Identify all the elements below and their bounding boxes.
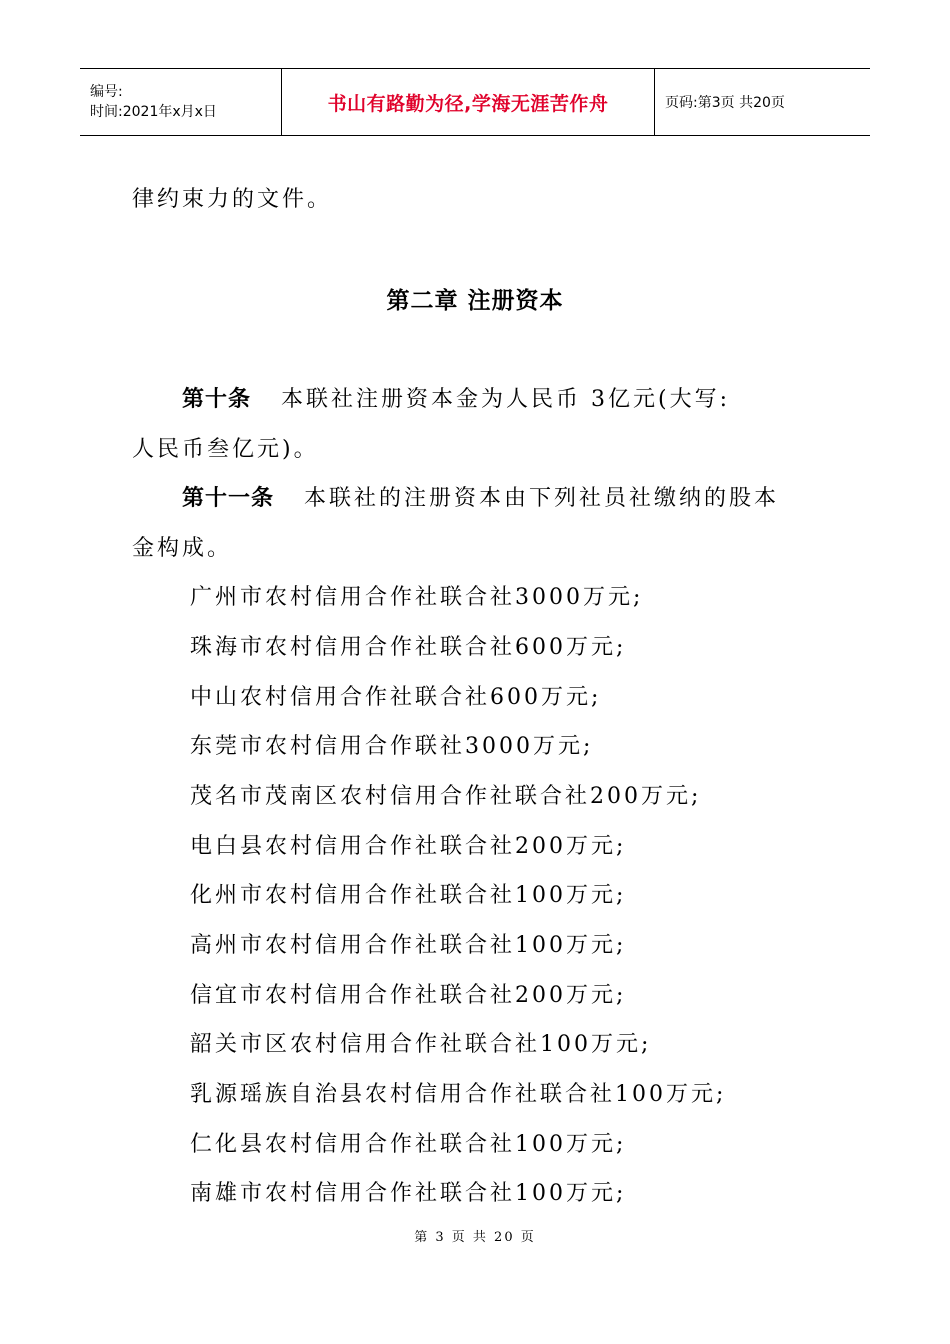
header-page-info: 页码:第3页 共20页 xyxy=(665,95,785,111)
article-10-number: 第十条 xyxy=(182,387,252,412)
member-item: 乳源瑶族自治县农村信用合作社联合社100万元; xyxy=(190,1082,727,1107)
member-item: 南雄市农村信用合作社联合社100万元; xyxy=(190,1181,627,1206)
page-footer: 第 3 页 共 20 页 xyxy=(414,1230,536,1245)
document-time-label: 时间:2021年x月x日 xyxy=(90,104,217,120)
header-middle-cell xyxy=(281,69,655,135)
member-item: 化州市农村信用合作社联合社100万元; xyxy=(190,883,627,908)
member-item: 广州市农村信用合作社联合社3000万元; xyxy=(190,585,644,610)
member-item: 信宜市农村信用合作社联合社200万元; xyxy=(190,983,627,1008)
member-item: 韶关市区农村信用合作社联合社100万元; xyxy=(190,1032,652,1057)
article-10-text-1: 本联社注册资本金为人民币 3亿元(大写: xyxy=(281,387,731,412)
page-header xyxy=(80,68,870,136)
member-item: 东莞市农村信用合作联社3000万元; xyxy=(190,734,594,759)
chapter-title: 第二章 注册资本 xyxy=(386,288,564,314)
member-item: 电白县农村信用合作社联合社200万元; xyxy=(190,834,627,859)
article-10-line-1 xyxy=(182,382,730,413)
article-11-text-1: 本联社的注册资本由下列社员社缴纳的股本 xyxy=(304,486,780,511)
article-11-number: 第十一条 xyxy=(182,486,275,511)
member-item: 茂名市茂南区农村信用合作社联合社200万元; xyxy=(190,784,702,809)
continuation-text: 律约束力的文件。 xyxy=(132,187,333,212)
header-left-cell xyxy=(80,69,281,135)
article-10-line-2: 人民币叁亿元)。 xyxy=(132,437,319,462)
member-item: 珠海市农村信用合作社联合社600万元; xyxy=(190,635,627,660)
member-item: 高州市农村信用合作社联合社100万元; xyxy=(190,933,627,958)
article-11-line-1 xyxy=(182,481,779,512)
header-motto: 书山有路勤为径,学海无涯苦作舟 xyxy=(327,92,609,115)
member-item: 仁化县农村信用合作社联合社100万元; xyxy=(190,1132,627,1157)
article-11-line-2: 金构成。 xyxy=(132,536,233,561)
document-number-label: 编号: xyxy=(90,84,123,100)
header-right-cell xyxy=(655,69,785,135)
member-item: 中山农村信用合作社联合社600万元; xyxy=(190,685,602,710)
